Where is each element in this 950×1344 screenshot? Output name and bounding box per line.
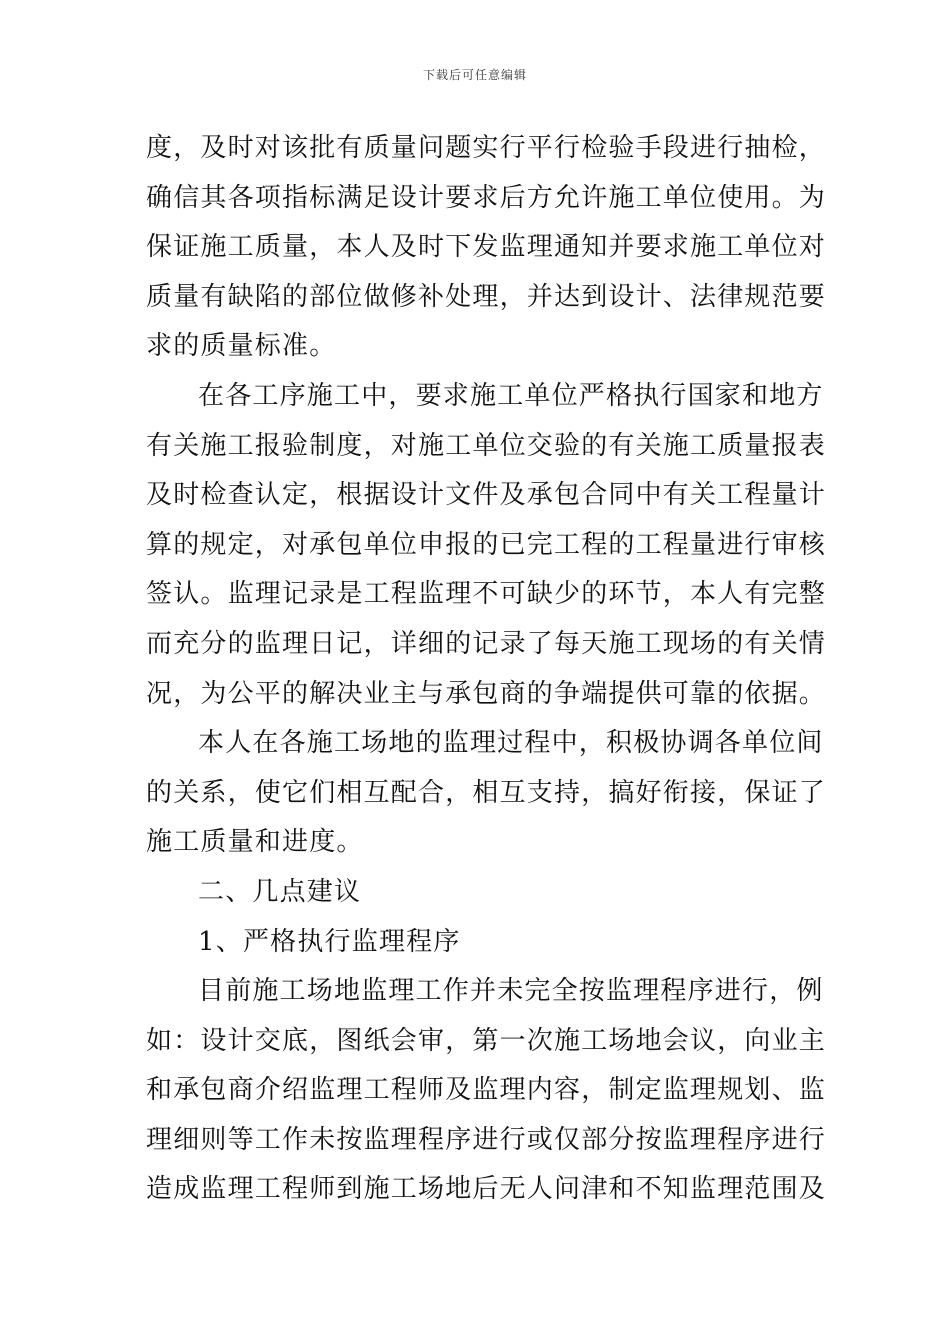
text-line: 保证施工质量，本人及时下发监理通知并要求施工单位对	[146, 232, 827, 263]
text-line: 签认。监理记录是工程监理不可缺少的环节，本人有完整	[146, 579, 827, 610]
text-line: 而充分的监理日记，详细的记录了每天施工现场的有关情	[146, 628, 827, 659]
text-line: 确信其各项指标满足设计要求后方允许施工单位使用。为	[146, 182, 827, 213]
text-line: 及时检查认定，根据设计文件及承包合同中有关工程量计	[146, 480, 827, 511]
text-line: 和承包商介绍监理工程师及监理内容，制定监理规划、监	[146, 1075, 827, 1106]
text-line: 算的规定，对承包单位申报的已完工程的工程量进行审核	[146, 529, 827, 560]
page-header: 下载后可任意编辑	[422, 68, 527, 82]
subsection-heading: 1、严格执行监理程序	[198, 926, 461, 957]
paragraph-start-line: 本人在各施工场地的监理过程中，积极协调各单位间	[198, 728, 824, 759]
text-line: 造成监理工程师到施工场地后无人问津和不知监理范围及	[146, 1174, 827, 1205]
text-line: 质量有缺陷的部位做修补处理，并达到设计、法律规范要	[146, 281, 827, 312]
text-line: 求的质量标准。	[146, 331, 337, 362]
text-line: 度，及时对该批有质量问题实行平行检验手段进行抽检，	[146, 133, 827, 163]
text-line: 如：设计交底，图纸会审，第一次施工场地会议，向业主	[146, 1025, 827, 1056]
text-line: 理细则等工作未按监理程序进行或仅部分按监理程序进行	[146, 1124, 827, 1155]
paragraph-start-line: 在各工序施工中，要求施工单位严格执行国家和地方	[198, 380, 824, 411]
text-line: 有关施工报验制度，对施工单位交验的有关施工质量报表	[146, 430, 827, 461]
text-line: 的关系，使它们相互配合，相互支持，搞好衔接，保证了	[146, 777, 827, 808]
text-line: 况，为公平的解决业主与承包商的争端提供可靠的依据。	[146, 678, 827, 709]
body-text	[146, 124, 827, 1215]
text-line: 施工质量和进度。	[146, 827, 364, 858]
paragraph-start-line: 目前施工场地监理工作并未完全按监理程序进行，例	[198, 976, 824, 1007]
section-heading: 二、几点建议	[198, 876, 362, 907]
